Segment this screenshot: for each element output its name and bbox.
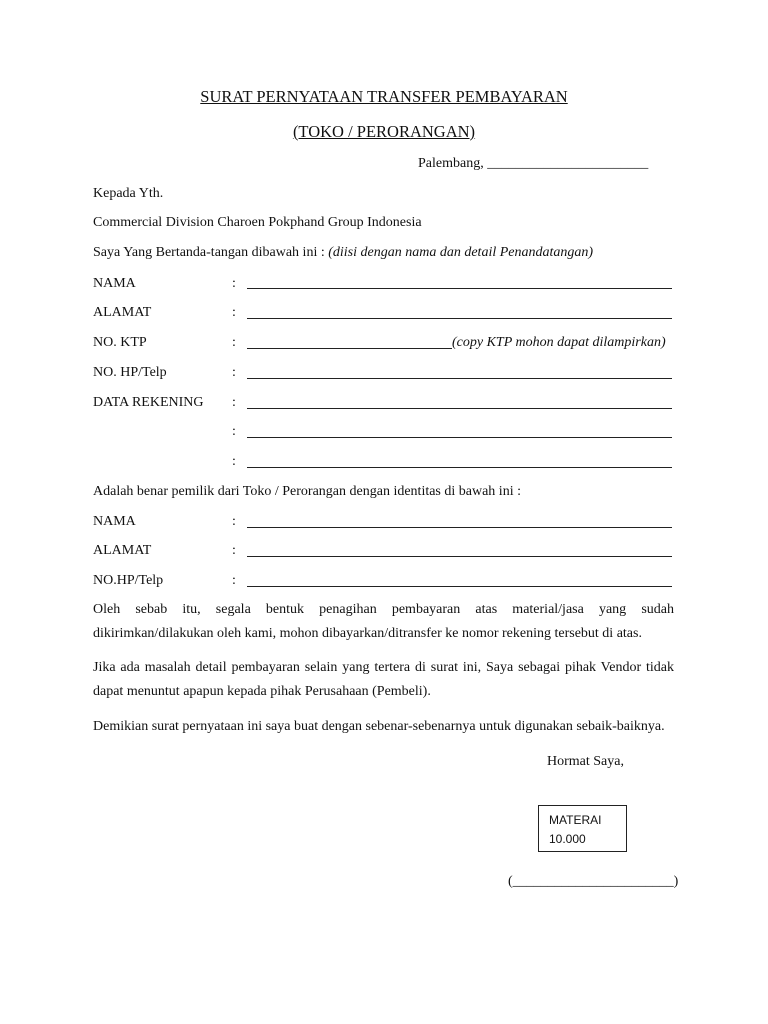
field-label: NAMA	[93, 276, 136, 291]
field-label: ALAMAT	[93, 543, 152, 558]
place-date: Palembang, _______________________	[418, 156, 649, 171]
field-colon: :	[232, 514, 236, 529]
field-colon: :	[232, 305, 236, 320]
fill-line[interactable]	[247, 527, 672, 528]
field-label: ALAMAT	[93, 305, 152, 320]
stamp-label: MATERAI	[549, 813, 602, 827]
fill-line[interactable]	[247, 556, 672, 557]
field-label: NO. HP/Telp	[93, 365, 167, 380]
fill-line[interactable]	[247, 318, 672, 319]
field-colon: :	[232, 276, 236, 291]
document-subtitle: (TOKO / PERORANGAN)	[292, 122, 476, 141]
field-label: NO. KTP	[93, 335, 147, 350]
fill-line[interactable]	[247, 408, 672, 409]
ktp-note: (copy KTP mohon dapat dilampirkan)	[452, 335, 666, 350]
paragraph-dispute: Jika ada masalah detail pembayaran selain yang tertera di surat ini, Saya sebagai pihak Vendor tidak dapat menuntut apapun kepada pihak Perusahaan (Pembeli).	[93, 660, 674, 699]
fill-line[interactable]	[247, 467, 672, 468]
paragraph-billing: Oleh sebab itu, segala bentuk penagihan pembayaran atas material/jasa yang sudah dikirimkan/dilakukan oleh kami, mohon dibayarkan/ditransfer ke nomor rekening tersebut di atas.	[93, 602, 674, 641]
stamp-value: 10.000	[549, 832, 586, 846]
fill-line[interactable]	[247, 348, 452, 349]
field-colon: :	[232, 395, 236, 410]
field-colon: :	[232, 573, 236, 588]
field-colon: :	[232, 543, 236, 558]
field-colon: :	[232, 335, 236, 350]
intro-text: Saya Yang Bertanda-tangan dibawah ini :	[93, 245, 329, 260]
intro-note: (diisi dengan nama dan detail Penandatangan)	[328, 245, 594, 260]
recipient-company: Commercial Division Charoen Pokphand Group Indonesia	[93, 215, 422, 230]
stamp-box	[538, 805, 627, 852]
fill-line[interactable]	[247, 586, 672, 587]
field-label: NO.HP/Telp	[93, 573, 164, 588]
field-label: NAMA	[93, 514, 136, 529]
signature-line[interactable]: (_______________________)	[508, 874, 679, 889]
intro-statement	[93, 245, 593, 261]
paragraph-closing: Demikian surat pernyataan ini saya buat dengan sebenar-sebenarnya untuk digunakan sebaik-baiknya.	[93, 719, 665, 734]
field-colon: :	[232, 365, 236, 380]
fill-line[interactable]	[247, 437, 672, 438]
fill-line[interactable]	[247, 378, 672, 379]
regards: Hormat Saya,	[547, 754, 624, 769]
field-colon: :	[232, 454, 236, 469]
recipient-to: Kepada Yth.	[93, 186, 164, 201]
fill-line[interactable]	[247, 288, 672, 289]
document-title: SURAT PERNYATAAN TRANSFER PEMBAYARAN	[200, 87, 568, 106]
field-colon: :	[232, 424, 236, 439]
field-label: DATA REKENING	[93, 395, 204, 410]
owner-intro: Adalah benar pemilik dari Toko / Perorangan dengan identitas di bawah ini :	[93, 484, 521, 499]
